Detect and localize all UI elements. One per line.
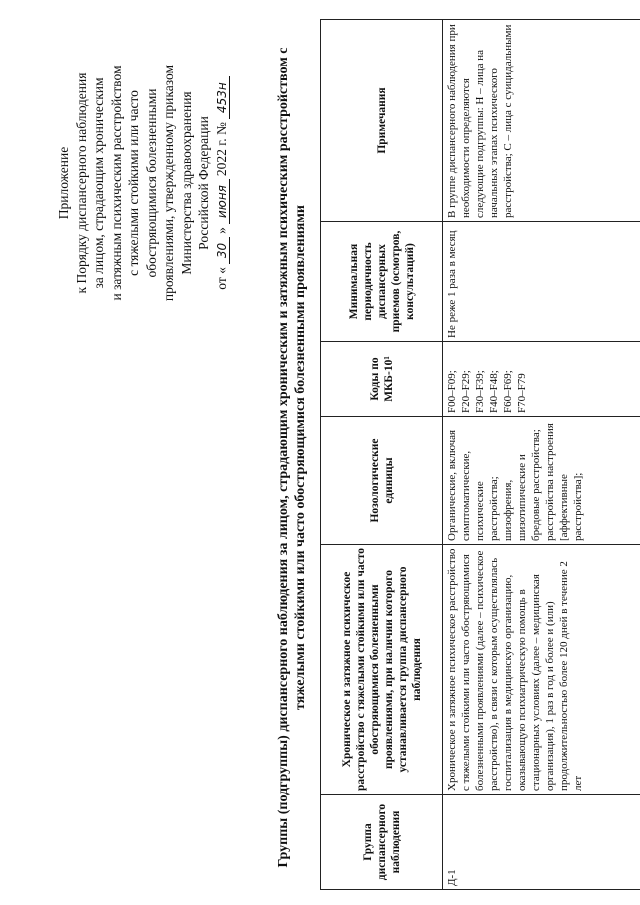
appendix-line: Российской Федерации — [196, 116, 211, 250]
order-separator: » — [213, 227, 229, 234]
appendix-heading: Приложение — [56, 146, 71, 220]
cell-periodicity: Не реже 1 раза в месяц — [443, 222, 640, 342]
header-periodicity: Минимальная периодичность диспансерных приемов (осмотров, консультаций) — [321, 222, 443, 342]
cell-nosology: Органические, включая симптоматические, психические расстройства; шизофрения, шизотипические и бредовые расстройства; расстройства настроения [аффективные расстройства]; — [443, 417, 640, 545]
appendix-line: и затяжным психическим расстройством — [108, 65, 124, 301]
header-notes: Примечания — [321, 20, 443, 222]
cell-disorder: Хроническое и затяжное психическое расстройство с тяжелыми стойкими или часто обостряющимися болезненными проявлениями (далее – психическое расстройство), в связи с которым осуществлялась госпитализация в медицинскую организацию, оказывающую психиатрическую помощь в стационарных условиях (далее – медицинская организация), 1 раз в год и более и (или) продолжительностью более 120 дней в течение 2 лет — [443, 545, 640, 795]
table-row — [443, 20, 640, 890]
appendix-block — [55, 13, 230, 353]
cell-notes: В группе диспансерного наблюдения при необходимости определяются следующие подгруппы: Н – лица на начальных этапах психического расстройства; С – лица с суицидальными — [443, 20, 640, 222]
appendix-line: проявлениями, утвержденному приказом — [161, 64, 176, 302]
order-reference — [213, 13, 231, 353]
order-prefix: от « — [213, 267, 229, 290]
order-number-handwritten: 453н — [216, 76, 230, 119]
header-group: Группа диспансерного наблюдения — [321, 795, 443, 890]
groups-table — [320, 19, 640, 890]
appendix-line: обостряющимися болезненными — [143, 88, 159, 278]
appendix-line: Министерства здравоохранения — [178, 91, 194, 275]
appendix-line: за лицом, страдающим хроническим — [91, 77, 106, 289]
header-codes: Коды по МКБ-10¹ — [321, 342, 443, 417]
order-day-handwritten: 30 — [216, 237, 230, 264]
order-month-handwritten: июня — [216, 179, 230, 224]
appendix-line: с тяжелыми стойкими или часто — [126, 90, 141, 276]
document-title: Группы (подгруппы) диспансерного наблюдения за лицом, страдающим хроническим и затяжным психическим расстройством с тяжелыми стойкими или часто обостряющимися болезненными проявлениями — [276, 47, 308, 868]
cell-codes: F00–F09; F20–F29; F30–F39; F40–F48; F60–F69; F70–F79 — [443, 342, 640, 417]
header-nosology: Нозологические единицы — [321, 417, 443, 545]
cell-group: Д-1 — [443, 795, 640, 890]
header-disorder: Хроническое и затяжное психическое расстройство с тяжелыми стойкими или часто обостряющимися болезненными проявлениями, при наличии которого устанавливается группа диспансерного наблюдения — [321, 545, 443, 795]
table-header-row — [321, 20, 443, 890]
order-year: 2022 г. № — [213, 122, 229, 177]
appendix-line: к Порядку диспансерного наблюдения — [73, 72, 89, 294]
